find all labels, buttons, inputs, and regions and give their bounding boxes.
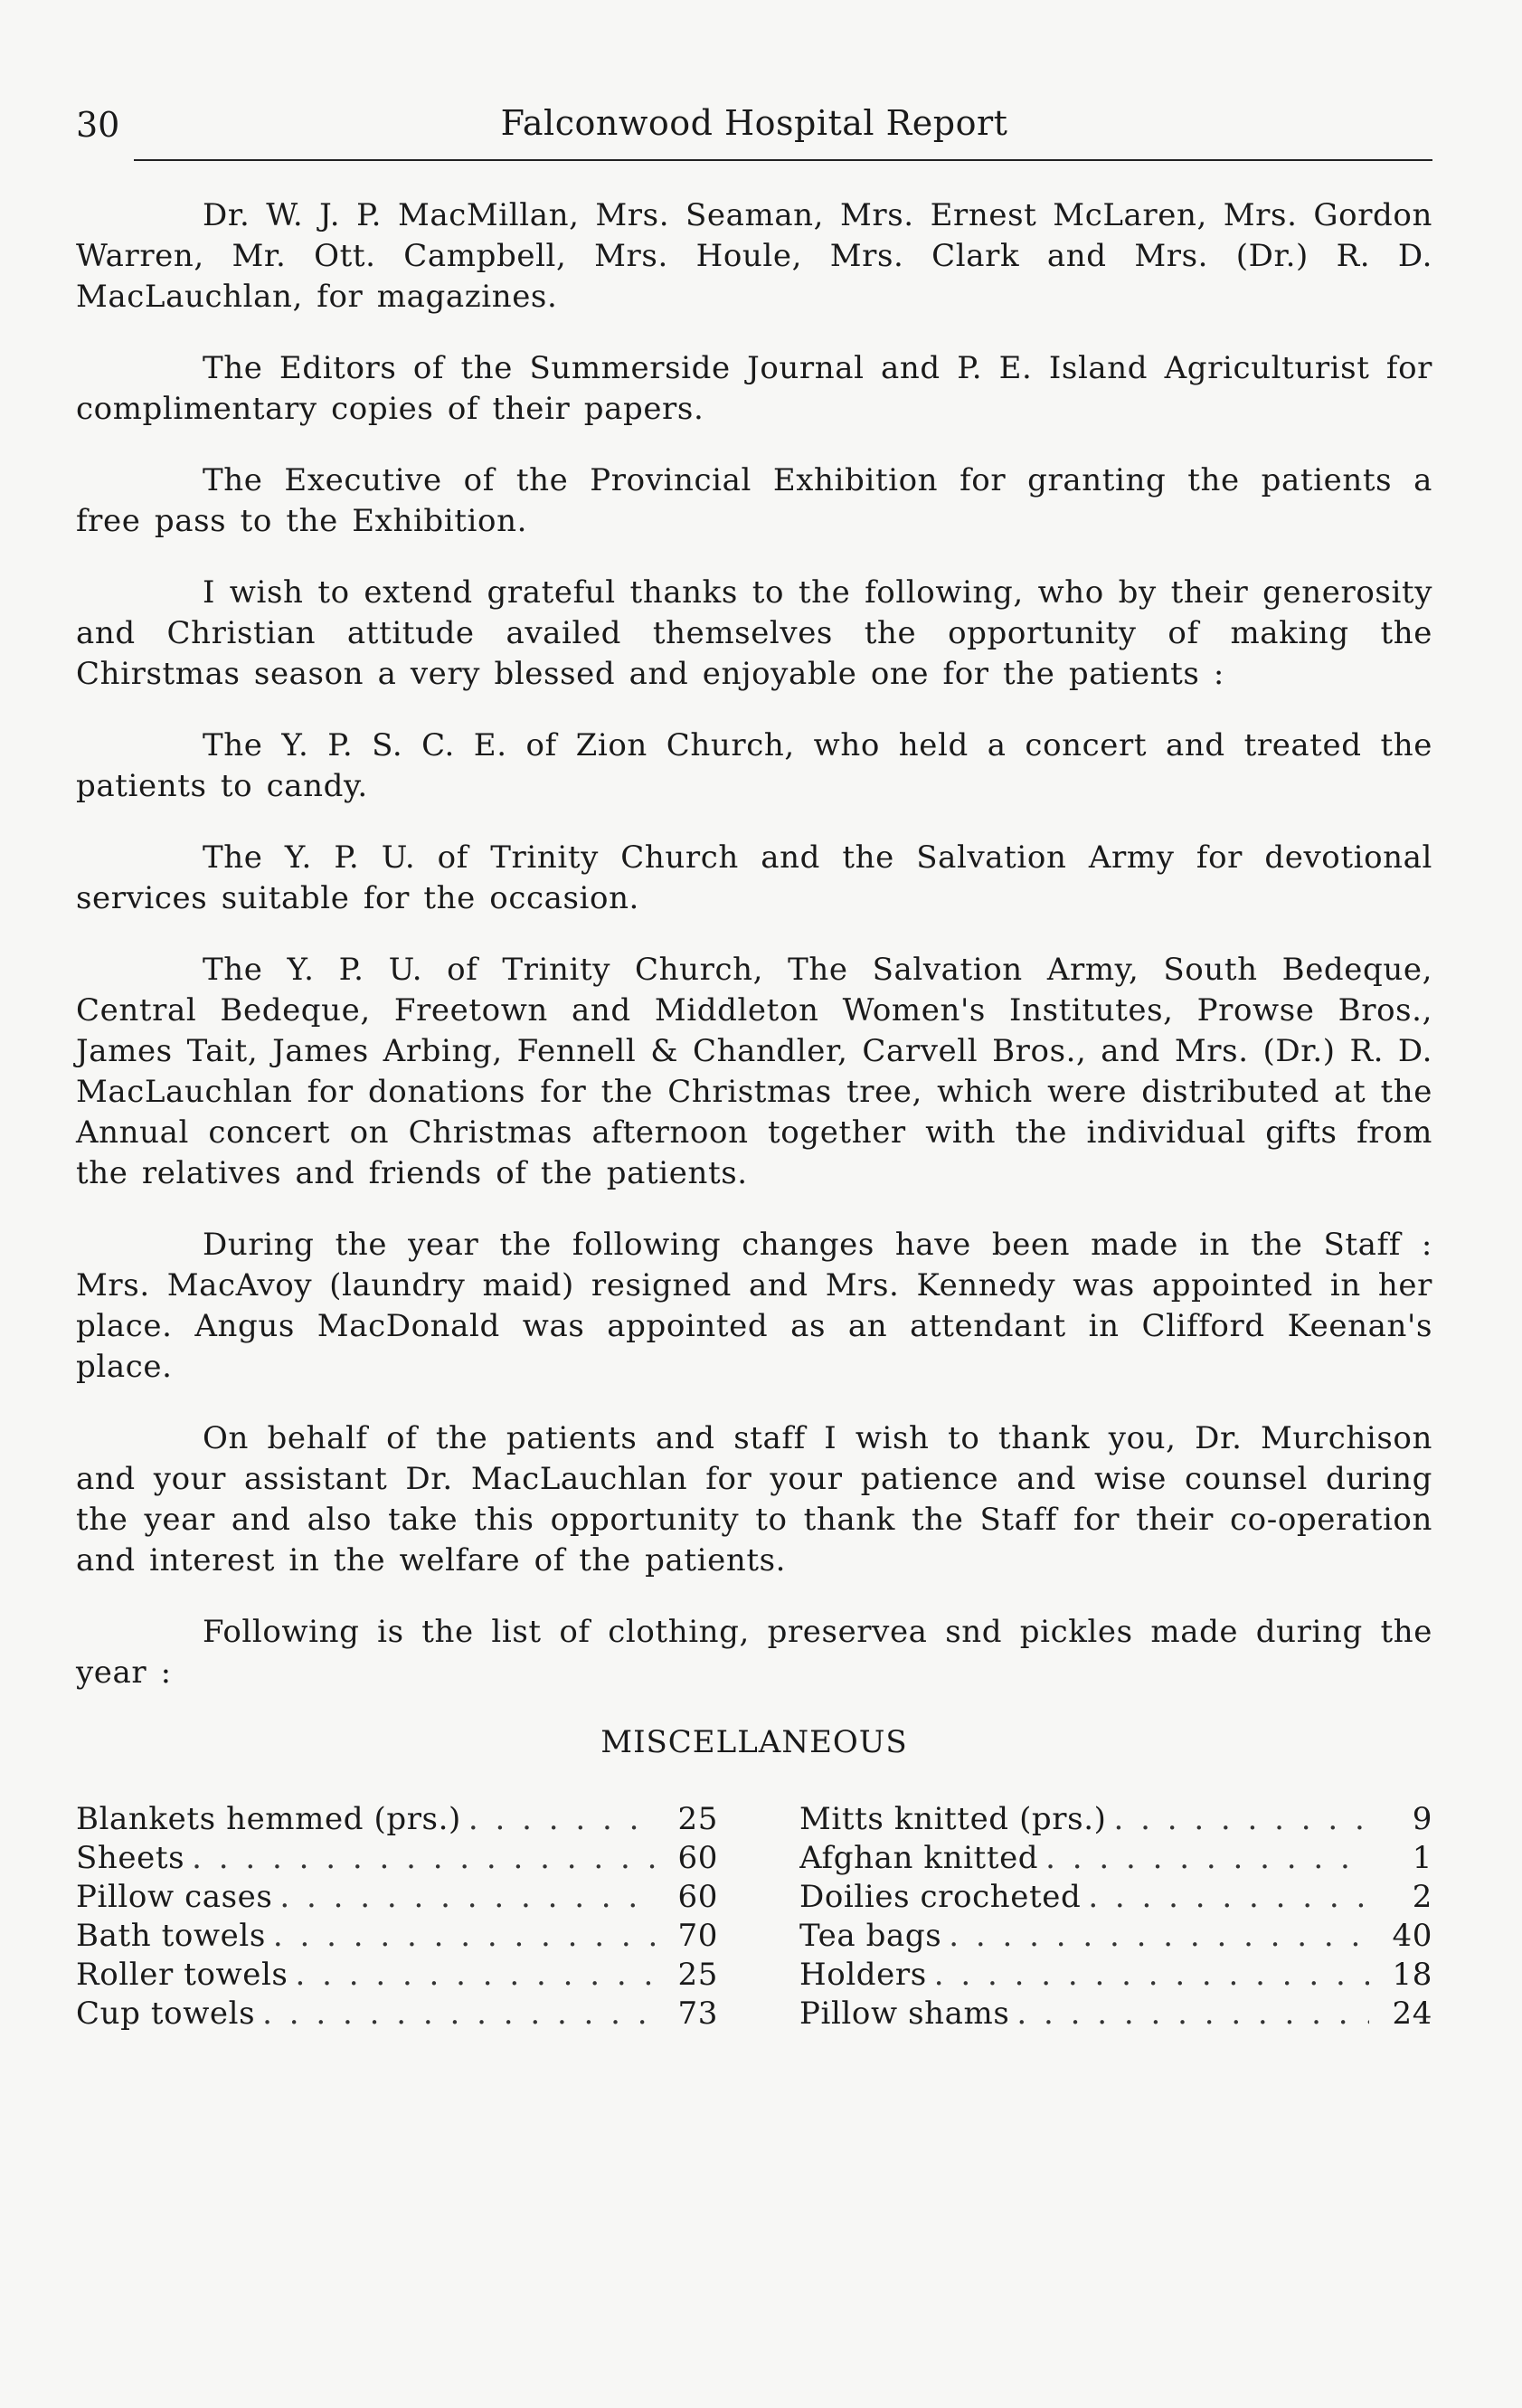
list-item — [76, 1878, 718, 1917]
list-item — [76, 1995, 718, 2034]
item-quantity: 25 — [677, 1801, 718, 1837]
miscellaneous-left-column — [76, 1800, 718, 2034]
dot-leader — [949, 1917, 1369, 1956]
item-quantity: 1 — [1412, 1840, 1432, 1876]
item-quantity: 60 — [677, 1879, 718, 1915]
item-label: Cup towels — [76, 1996, 256, 2032]
item-label: Holders — [799, 1957, 927, 1993]
report-title: Falconwood Hospital Report — [500, 103, 1008, 143]
item-label: Roller towels — [76, 1957, 288, 1993]
item-quantity: 60 — [677, 1840, 718, 1876]
list-item — [76, 1956, 718, 1995]
item-quantity: 9 — [1412, 1801, 1432, 1837]
paragraph-trinity-church: The Y. P. U. of Trinity Church and the Salvation Army for devotional services suitable for the occasion. — [76, 839, 1432, 916]
paragraph-list-intro: Following is the list of clothing, preservea snd pickles made during the year : — [76, 1614, 1432, 1691]
item-label: Afghan knitted — [799, 1840, 1039, 1876]
paragraph-magazine-donors: Dr. W. J. P. MacMillan, Mrs. Seaman, Mrs. Ernest McLaren, Mrs. Gordon Warren, Mr. Ott. Campbell, Mrs. Houle, Mrs. Clark and Mrs. (Dr.) R. D. MacLauchlan, for magazines. — [76, 197, 1432, 315]
dot-leader — [1016, 1995, 1369, 2034]
paragraph-exhibition-pass: The Executive of the Provincial Exhibition for granting the patients a free pass to the Exhibition. — [76, 462, 1432, 539]
dot-leader — [279, 1878, 655, 1917]
item-label: Mitts knitted (prs.) — [799, 1801, 1107, 1837]
miscellaneous-right-column — [799, 1800, 1432, 2034]
item-quantity: 24 — [1392, 1996, 1432, 2032]
item-label: Tea bags — [799, 1918, 942, 1954]
paragraph-staff-thanks: On behalf of the patients and staff I wish to thank you, Dr. Murchison and your assistant Dr. MacLauchlan for your patience and wise counsel during the year and also take this opportunity to thank the Staff for their co-operation and interest in the welfare of the patients. — [76, 1420, 1432, 1578]
list-item — [76, 1800, 718, 1839]
list-item — [76, 1839, 718, 1878]
dot-leader — [262, 1995, 655, 2034]
list-item — [799, 1839, 1432, 1878]
list-item — [799, 1917, 1432, 1956]
dot-leader — [934, 1956, 1369, 1995]
item-label: Blankets hemmed (prs.) — [76, 1801, 461, 1837]
item-label: Pillow cases — [76, 1879, 273, 1915]
dot-leader — [1113, 1800, 1369, 1839]
paragraph-staff-changes: During the year the following changes have been made in the Staff : Mrs. MacAvoy (laundry maid) resigned and Mrs. Kennedy was appointed in her place. Angus MacDonald was appointed as an attendant in Clifford Keenan's place. — [76, 1227, 1432, 1385]
page-number: 30 — [76, 105, 120, 145]
item-quantity: 73 — [677, 1996, 718, 2032]
list-item — [76, 1917, 718, 1956]
dot-leader — [468, 1800, 655, 1839]
running-header — [76, 100, 1432, 154]
paragraph-christmas-thanks: I wish to extend grateful thanks to the following, who by their generosity and Christian attitude availed themselves the opportunity of making the Chirstmas season a very blessed and enjoyable one for the patients : — [76, 574, 1432, 692]
item-quantity: 70 — [677, 1918, 718, 1954]
item-label: Doilies crocheted — [799, 1879, 1082, 1915]
paragraph-newspaper-editors: The Editors of the Summerside Journal and P. E. Island Agriculturist for complimentary copies of their papers. — [76, 350, 1432, 427]
body-text — [76, 195, 1432, 1693]
item-label: Pillow shams — [799, 1996, 1010, 2032]
item-quantity: 40 — [1392, 1918, 1432, 1954]
dot-leader — [273, 1917, 655, 1956]
item-quantity: 18 — [1392, 1957, 1432, 1993]
dot-leader — [1045, 1839, 1369, 1878]
list-item — [799, 1800, 1432, 1839]
item-label: Bath towels — [76, 1918, 266, 1954]
paragraph-zion-church: The Y. P. S. C. E. of Zion Church, who held a concert and treated the patients to candy. — [76, 727, 1432, 804]
miscellaneous-table — [76, 1800, 1432, 2034]
header-rule — [134, 159, 1432, 161]
dot-leader — [295, 1956, 655, 1995]
dot-leader — [1088, 1878, 1369, 1917]
paragraph-christmas-donations: The Y. P. U. of Trinity Church, The Salvation Army, South Bedeque, Central Bedeque, Freetown and Middleton Women's Institutes, Prowse Bros., James Tait, James Arbing, Fennell & Chandler, Carvell Bros., and Mrs. (Dr.) R. D. MacLauchlan for donations for the Christmas tree, which were distributed at the Annual concert on Christmas afternoon together with the individual gifts from the relatives and friends of the patients. — [76, 952, 1432, 1191]
item-label: Sheets — [76, 1840, 185, 1876]
list-item — [799, 1995, 1432, 2034]
dot-leader — [192, 1839, 655, 1878]
list-item — [799, 1878, 1432, 1917]
item-quantity: 25 — [677, 1957, 718, 1993]
report-page — [76, 100, 1432, 2034]
item-quantity: 2 — [1412, 1879, 1432, 1915]
section-heading-miscellaneous: MISCELLANEOUS — [600, 1724, 908, 1760]
list-item — [799, 1956, 1432, 1995]
